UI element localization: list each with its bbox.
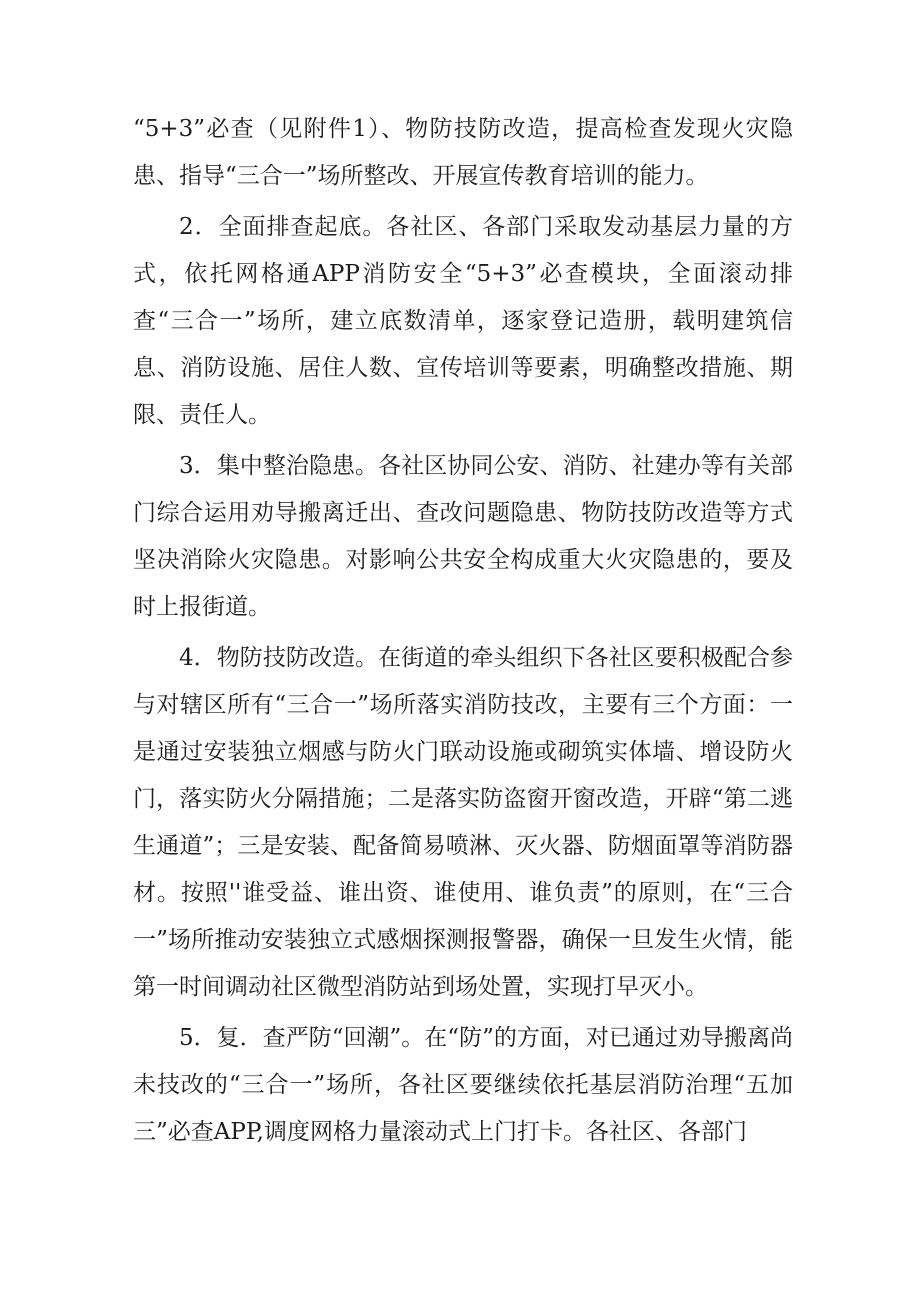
document-body — [133, 106, 793, 1156]
paragraph-continuation: “5+3”必查（见附件1）、物防技防改造，提高检查发现火灾隐患、指导“三合一”场所整改、开展宣传教育培训的能力。 — [133, 116, 793, 189]
paragraph-item-4: 4．物防技防改造。在街道的牵头组织下各社区要积极配合参与对辖区所有“三合一”场所落实消防技改，主要有三个方面：一是通过安装独立烟感与防火门联动设施或砌筑实体墙、增设防火门，落实防火分隔措施；二是落实防盗窗开窗改造，开辟“第二逃生通道”；三是安装、配备简易喷淋、灭火器、防烟面罩等消防器材。按照''谁受益、谁出资、谁使用、谁负责”的原则，在“三合一”场所推动安装独立式感烟探测报警器，确保一旦发生火情，能第一时间调动社区微型消防站到场处置，实现打早灭小。 — [133, 645, 793, 1000]
paragraph-item-2: 2．全面排查起底。各社区、各部门采取发动基层力量的方式，依托网格通APP消防安全“5+3”必查模块，全面滚动排查“三合一”场所，建立底数清单，逐家登记造册，载明建筑信息、消防设施、居住人数、宣传培训等要素，明确整改措施、期限、责任人。 — [133, 214, 793, 428]
paragraph-item-5: 5．复．查严防“回潮”。在“防”的方面，对已通过劝导搬离尚未技改的“三合一”场所，各社区要继续依托基层消防治理“五加三”必查APP,调度网格力量滚动式上门打卡。各社区、各部门 — [133, 1025, 793, 1145]
paragraph-item-3: 3．集中整治隐患。各社区协同公安、消防、社建办等有关部门综合运用劝导搬离迁出、查改问题隐患、物防技防改造等方式坚决消除火灾隐患。对影响公共安全构成重大火灾隐患的，要及时上报街道。 — [133, 453, 793, 620]
